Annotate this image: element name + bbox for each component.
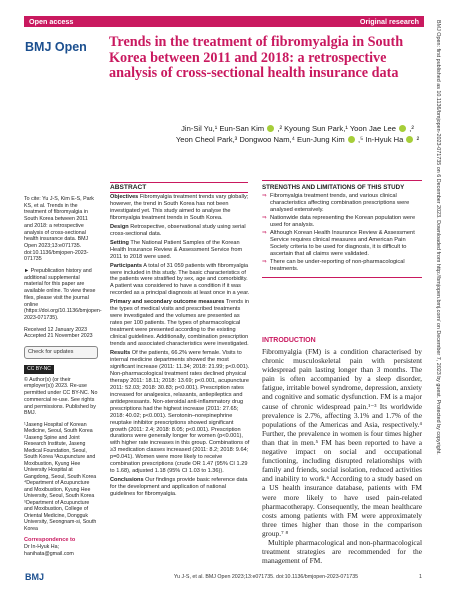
conclusions-text: Our findings provide basic reference data for the development and application of national guidelines for fibromyalgia.: [110, 477, 248, 498]
design-label: Design: [110, 223, 129, 230]
orcid-icon[interactable]: [267, 125, 274, 132]
copyright-text: © Author(s) (or their employer(s)) 2023. Re-use permitted under CC BY-NC. No commercial re-use. See rights and permissions. Published by BMJ.: [24, 376, 98, 417]
affiliations: ¹Jaseng Hospital of Korean Medicine, Seoul, South Korea ²Jaseng Spine and Joint Research Institute, Jaseng Medical Foundation, Seoul, South Korea ³Acupuncture and Moxibustion, Kyung Hee University Hospital at Gangdong, Seoul, South Korea ⁴Department of Acupuncture and Moxibustion, Kyung Hee University, Seoul, South Korea ⁵Department of Acupuncture and Moxibustion, College of Oriental Medicine, Dongguk University, Seongnam-si, South Korea: [24, 421, 97, 532]
open-access-label: Open access: [29, 17, 74, 26]
setting-text: The National Patient Samples of the Korean Health Insurance Review & Assessment Service from 2011 to 2018 were used.: [110, 239, 243, 260]
authors-line1b: ,² Kyoung Sun Park,¹ Yoon Jae Lee: [277, 124, 396, 133]
conclusions-label: Conclusions: [110, 477, 144, 484]
objectives-label: Objectives: [110, 194, 139, 200]
received-date: Received 12 January 2023: [24, 326, 88, 333]
article-title: Trends in the treatment of fibromyalgia in South Korea between 2011 and 2018: a retrospective analysis of cross-sectional health insurance data: [109, 34, 404, 82]
strengths-heading: STRENGTHS AND LIMITATIONS OF THIS STUDY: [262, 184, 405, 191]
author-list: [175, 123, 420, 145]
journal-name: BMJ Open: [25, 40, 87, 54]
strengths-box: [262, 180, 422, 278]
strength-item: ⇒ Fibromyalgia treatment trends, and various clinical characteristics affecting combination prescriptions were analysed extensively.: [270, 193, 422, 214]
introduction-body: [262, 347, 422, 565]
introduction-paragraph-1: Fibromyalgia (FM) is a condition characterised by chronic musculoskeletal pain with persistent widespread pain lasting longer than 3 months. The pain is often accompanied by a sleep disorder, fatigue, irritable bowel syndrome, depression, anxiety and cognitive and somatic dysfunction. FM is a major cause of chronic widespread pain.¹⁻³ Its worldwide prevalence is 2.7%, affecting 3.1% and 1.7% of the populations of the Americas and Asia, respectively.⁴ Further, the prevalence in women is four times higher than that in men.⁵ FM has been reported to have a negative impact on social and occupational functioning, including disrupted relationships with family and friends, social isolation, reduced activities and inability to work.⁶ According to a study based on a US health insurance database, patients with FM were more likely to have used pain-related pharmacotherapy. Consequently, the mean healthcare costs among patients with FM were approximately three times higher than those in the comparison group.⁷ ⁸: [262, 347, 422, 538]
authors-line2b: ,⁵ In-Hyuk Ha: [357, 135, 404, 144]
correspondence-heading: Correspondence to: [24, 537, 76, 544]
authors-line1c: ,²: [409, 124, 414, 133]
footer-citation[interactable]: Yu J-S, et al. BMJ Open 2023;13:e071735. doi:10.1136/bmjopen-2023-071735: [173, 574, 359, 580]
header-bar: [24, 16, 424, 27]
strength-item: ⇒ Although Korean Health Insurance Review & Assessment Service requires clinical measures and American Pain Society criteria to be used for diagnosis, it is difficult to ascertain that all claims were validated.: [270, 230, 422, 258]
page-number: 1: [419, 574, 422, 580]
sidebar-info: [24, 196, 102, 558]
check-updates-button[interactable]: [24, 346, 98, 359]
original-research-label: Original research: [359, 17, 419, 26]
orcid-icon[interactable]: [406, 136, 413, 143]
correspondence-text[interactable]: Dr In-Hyuk Ha; hanihata@gmail.com: [24, 544, 74, 557]
strength-item: ⇒ There can be under-reporting of non-pharmacological treatments.: [270, 259, 422, 273]
authors-line2c: ²: [416, 135, 420, 144]
check-updates-label: Check for updates: [28, 349, 74, 356]
orcid-icon[interactable]: [348, 136, 355, 143]
bmj-logo: BMJ: [25, 572, 45, 582]
cc-license-badge[interactable]: CC BY-NC: [24, 365, 54, 374]
results-label: Results: [110, 350, 131, 357]
participants-text: A total of 31 059 patients with fibromyalgia were included in this study. The basic characteristics of the patients were stratified by sex, age and comorbidity. A patient was considered to have a condition if it was recorded as a principal diagnosis at least once in a year.: [110, 262, 250, 297]
introduction-heading: INTRODUCTION: [262, 337, 316, 344]
abstract-body: [110, 194, 250, 500]
introduction-paragraph-2: Multiple pharmacological and non-pharmacological treatment strategies are recommended for the management of FM.: [262, 537, 422, 566]
design-text: Retrospective, observational study using serial cross-sectional data.: [110, 223, 246, 237]
orcid-icon[interactable]: [399, 125, 406, 132]
setting-label: Setting: [110, 239, 129, 246]
page-footer: [110, 574, 422, 580]
vertical-download-note: BMJ Open: first published as 10.1136/bmjopen-2023-071735 on 6 December 2023. Downloaded from http://bmjopen.bmj.com/ on December 7, 2023 by guest. Protected by copyright.: [435, 20, 441, 455]
authors-line2: Yeon Cheol Park,³ Dongwoo Nam,⁴ Eun-Jung Kim: [175, 135, 345, 144]
strength-item: ⇒ Nationwide data representing the Korean population were used for analysis.: [270, 215, 422, 229]
objectives-text: Fibromyalgia treatment trends vary globally; however, the trend in South Korea has not been investigated yet. This study aimed to analyse the fibromyalgia treatment trends in South Korea.: [110, 194, 249, 221]
abstract-heading: ABSTRACT: [110, 182, 248, 193]
results-text: Of the patients, 66.2% were female. Visits to internal medicine departments showed the most significant increase (2011: 11.34; 2018: 21.99; p<0.001). Non-pharmacological treatment rates declined physical therapy 2011: 18.11; 2018: 13.69; p<0.001, acupuncture 2011: 52.03; 2018: 30.83; p<0.001). Prescription rates increased for analgesics, relaxants, antiepileptics and antidepressants. Non-steroidal anti-inflammatory drug prescriptions had the highest increase (2011: 27.65; 2018: 40.02; p<0.001). Serotonin–norepinephrine reuptake inhibitor prescriptions showed significant growth (2011: 2.4; 2018: 8.05; p<0.001). Prescription durations were generally longer for women (p<0.001), with higher rate increases in this group. Combinations of ≥3 medication classes increased (2011: 8.2; 2018: 9.64; p=0.041). Women were more likely to receive combination prescriptions (crude OR 1.47 (95% CI 1.29 to 1.68), adjusted 1.18 (95% CI 1.03 to 1.36)).: [110, 350, 250, 475]
accepted-date: Accepted 21 November 2023: [24, 333, 93, 340]
outcome-label: Primary and secondary outcome measures: [110, 299, 225, 306]
participants-label: Participants: [110, 262, 143, 269]
prepub-note[interactable]: ► Prepublication history and additional supplemental material for this paper are available online. To view these files, please visit the journal online (https://doi.org/10.1136/bmjopen-2023-071735).: [24, 268, 102, 321]
authors-line1: Jin-Sil Yu,¹ Eun-San Kim: [181, 124, 265, 133]
outcome-text: Trends in the types of medical visits and prescribed treatments were investigated and the volumes are presented as rates per 100 patients. The types of pharmacological treatment were presented according to the existing clinical guidelines. Additionally, combination prescription trends and associated characteristics were investigated.: [110, 299, 249, 348]
citation-text: To cite: Yu J-S, Kim E-S, Park KS, et al. Trends in the treatment of fibromyalgia in South Korea between 2011 and 2018: a retrospective analysis of cross-sectional health insurance data. BMJ Open 2023;13:e071735. doi:10.1136/bmjopen-2023-071735: [24, 196, 94, 263]
strengths-list: [262, 193, 422, 273]
